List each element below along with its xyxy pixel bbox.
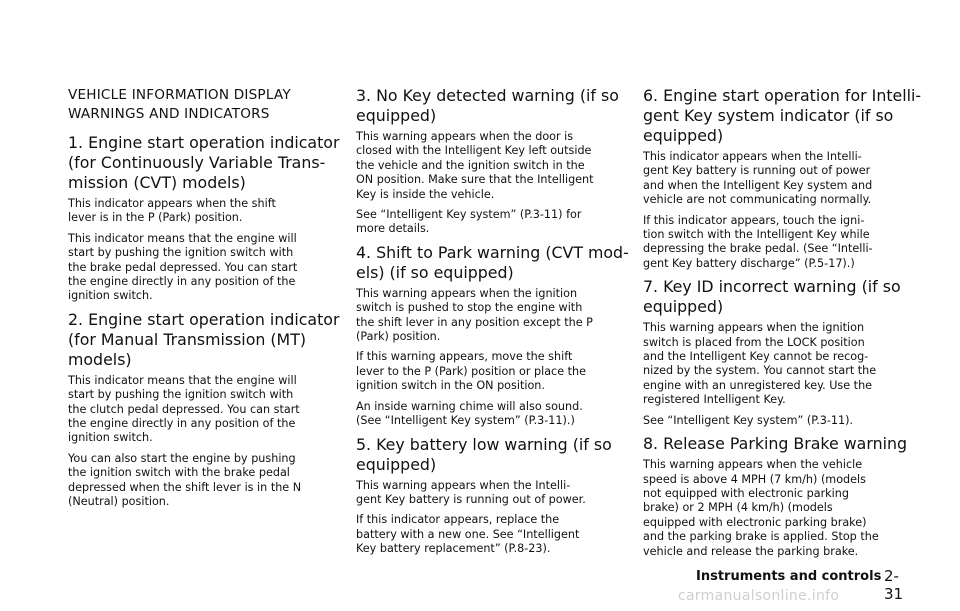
footer-section-title: Instruments and controls: [696, 569, 882, 584]
paragraph: This indicator appears when the shift lever is in the P (Park) position.: [68, 197, 276, 225]
section-title: VEHICLE INFORMATION DISPLAY WARNINGS AND INDICATORS: [68, 87, 291, 122]
heading-3: 3. No Key detected warning (if so equipped): [356, 86, 619, 125]
paragraph: This warning appears when the ignition switch is pushed to stop the engine with the shift lever in any position except the P (Park) position.: [356, 286, 593, 344]
paragraph: See “Intelligent Key system” (P.3-11) for more details.: [356, 208, 582, 236]
paragraph: This indicator means that the engine will start by pushing the ignition switch with the clutch pedal depressed. You can start the engine directly in any position of the ignition switch.: [68, 373, 300, 445]
paragraph: See “Intelligent Key system” (P.3-11).: [643, 413, 854, 427]
column-3: [643, 86, 922, 565]
heading-2: 2. Engine start operation indicator (for Manual Transmission (MT) models): [68, 309, 340, 369]
paragraph: If this indicator appears, touch the igni- tion switch with the Intelligent Key while depressing the brake pedal. (See “Intelli- gent Key battery discharge” (P.5-17).): [643, 213, 873, 270]
heading-6: 6. Engine start operation for Intelli- gent Key system indicator (if so equipped): [643, 86, 922, 145]
paragraph: This warning appears when the door is closed with the Intelligent Key left outside the vehicle and the ignition switch in the ON position. Make sure that the Intelligent Key is inside the vehicle.: [356, 130, 594, 201]
paragraph: This warning appears when the ignition switch is placed from the LOCK position and the Intelligent Key cannot be recog- nized by the system. You cannot start the engine with an unregistered key. Use the registered Intelligent Key.: [643, 321, 877, 407]
paragraph: You can also start the engine by pushing the ignition switch with the brake pedal depressed when the shift lever is in the N (Neutral) position.: [68, 451, 302, 509]
paragraph: An inside warning chime will also sound. (See “Intelligent Key system” (P.3-11).): [356, 399, 583, 428]
paragraph: This warning appears when the vehicle speed is above 4 MPH (7 km/h) (models not equipped with electronic parking brake) or 2 MPH (4 km/h) (models equipped with electronic parking brake) and the parking brake is applied. Stop the vehicle and release the parking brake.: [643, 458, 879, 558]
page-number: 2-31: [884, 567, 904, 603]
column-1: [68, 86, 340, 516]
heading-4: 4. Shift to Park warning (CVT mod- els) (if so equipped): [356, 242, 629, 282]
paragraph: If this warning appears, move the shift lever to the P (Park) position or place the ignition switch in the ON position.: [356, 350, 587, 393]
heading-7: 7. Key ID incorrect warning (if so equipped): [643, 277, 901, 317]
heading-1: 1. Engine start operation indicator (for Continuously Variable Trans- mission (CVT) models): [68, 133, 340, 192]
heading-8: 8. Release Parking Brake warning: [643, 434, 908, 454]
paragraph: This indicator appears when the Intelli- gent Key battery is running out of power and when the Intelligent Key system and vehicle are not communicating normally.: [643, 150, 873, 207]
paragraph: If this indicator appears, replace the battery with a new one. See “Intelligent Key battery replacement” (P.8-23).: [356, 513, 580, 556]
watermark: carmanualsonline.info: [678, 588, 840, 604]
paragraph: This indicator means that the engine will start by pushing the ignition switch with the brake pedal depressed. You can start the engine directly in any position of the ignition switch.: [68, 231, 298, 303]
column-2: [356, 86, 629, 563]
heading-5: 5. Key battery low warning (if so equipped): [356, 434, 612, 474]
paragraph: This warning appears when the Intelli- gent Key battery is running out of power.: [356, 478, 586, 506]
